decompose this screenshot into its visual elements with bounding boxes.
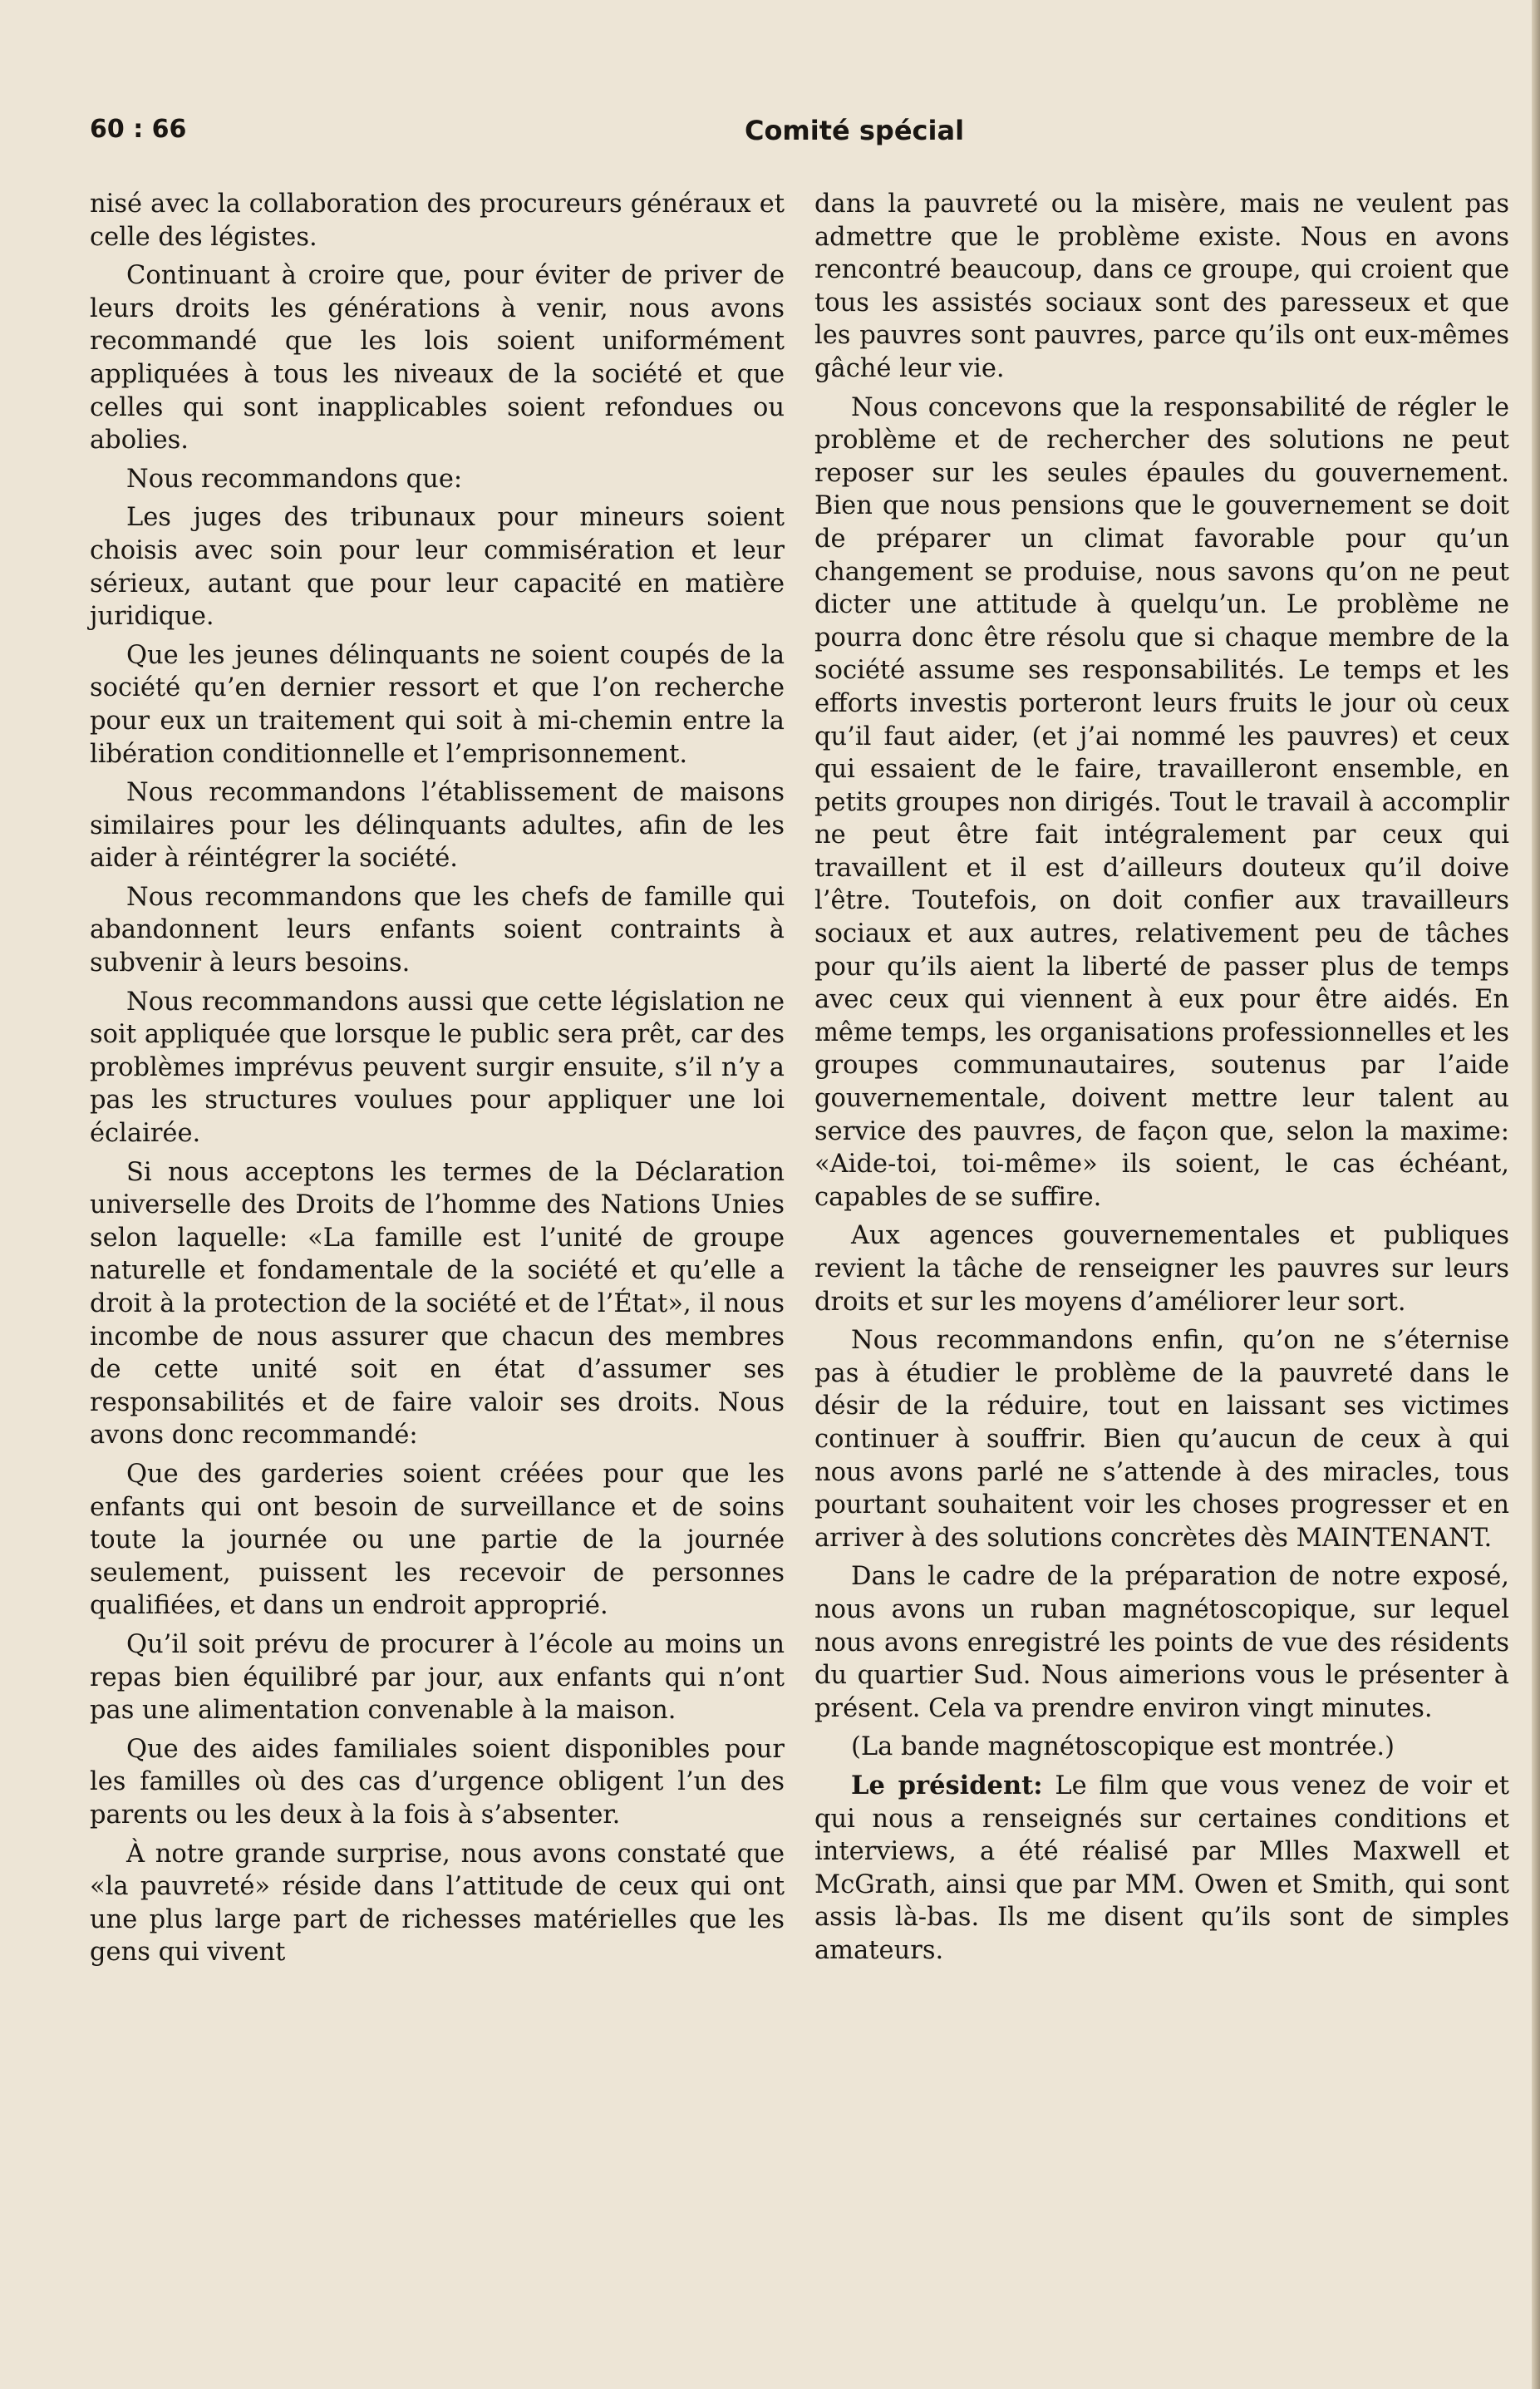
- right-column: [814, 188, 1509, 1973]
- paragraph: Que les jeunes délinquants ne soient coupés de la société qu’en dernier ressort et que l’on recherche pour eux un traitement qui soit à mi-chemin entre la libération conditionnelle et l’emprisonnement.: [90, 640, 785, 769]
- running-title: Comité spécial: [744, 115, 965, 146]
- paragraph: Que des aides familiales soient disponibles pour les familles où des cas d’urgence obligent l’un des parents ou les deux à la fois à s’absenter.: [90, 1734, 785, 1830]
- paragraph: Aux agences gouvernementales et publiques revient la tâche de renseigner les pauvres sur leurs droits et sur les moyens d’améliorer leur sort.: [814, 1221, 1509, 1317]
- paragraph: Si nous acceptons les termes de la Déclaration universelle des Droits de l’homme des Nations Unies selon laquelle: «La famille est l’unité de groupe naturelle et fondamentale de la société et qu’elle a droit à la protection de la société et de l’État», il nous incombe de nous assurer que chacun des membres de cette unité soit en état d’assumer ses responsabilités et de faire valoir ses droits. Nous avons donc recommandé:: [90, 1157, 785, 1451]
- paragraph: Continuant à croire que, pour éviter de priver de leurs droits les générations à venir, nous avons recommandé que les lois soient uniformément appliquées à tous les niveaux de la société et que celles qui sont inapplicables soient refondues ou abolies.: [90, 261, 785, 456]
- speaker-text: Le film que vous venez de voir et qui nous a renseignés sur certaines conditions et interviews, a été réalisé par Mlles Maxwell et McGrath, ainsi que par MM. Owen et Smith, qui sont assis là-bas. Ils me disent qu’ils sont de simples amateurs.: [814, 1771, 1510, 1965]
- paragraph: Que des garderies soient créées pour que les enfants qui ont besoin de surveillance et de soins toute la journée ou une partie de la journée seulement, puissent les recevoir de personnes qualifiées, et dans un endroit approprié.: [90, 1459, 785, 1621]
- speaker-paragraph: [814, 1770, 1509, 1968]
- page-number: 60 : 66: [90, 115, 187, 144]
- paragraph: Dans le cadre de la préparation de notre exposé, nous avons un ruban magnétoscopique, sur lequel nous avons enregistré les points de vue des résidents du quartier Sud. Nous aimerions vous le présenter à présent. Cela va prendre environ vingt minutes.: [814, 1562, 1509, 1723]
- paragraph: Qu’il soit prévu de procurer à l’école au moins un repas bien équilibré par jour, aux enfants qui n’ont pas une alimentation convenable à la maison.: [90, 1629, 785, 1726]
- paragraph: Nous concevons que la responsabilité de régler le problème et de rechercher des solutions ne peut reposer sur les seules épaules du gouvernement. Bien que nous pensions que le gouvernement se doit de préparer un climat favorable pour qu’un changement se produise, nous savons qu’on ne peut dicter une attitude à quelqu’un. Le problème ne pourra donc être résolu que si chaque membre de la société assume ses responsabilités. Le temps et les efforts investis porteront leurs fruits le jour où ceux qu’il faut aider, (et j’ai nommé les pauvres) et ceux qui essaient de le faire, travailleront ensemble, en petits groupes non dirigés. Tout le travail à accomplir ne peut être fait intégralement par ceux qui travaillent et il est d’ailleurs douteux qu’il doive l’être. Toutefois, on doit confier aux travailleurs sociaux et aux autres, relativement peu de tâches pour qu’ils aient la liberté de passer plus de temps avec ceux qui viennent à eux pour être aidés. En même temps, les organisations professionnelles et les groupes communautaires, soutenus par l’aide gouvernementale, doivent mettre leur talent au service des pauvres, de façon que, selon la maxime: «Aide-toi, toi-même» ils soient, le cas échéant, capables de se suffire.: [814, 392, 1509, 1212]
- page-header: [90, 115, 1503, 156]
- paragraph: nisé avec la collaboration des procureurs généraux et celle des légistes.: [90, 190, 785, 252]
- paragraph: Nous recommandons aussi que cette législation ne soit appliquée que lorsque le public sera prêt, car des problèmes imprévus peuvent surgir ensuite, s’il n’y a pas les structures voulues pour appliquer une loi éclairée.: [90, 987, 785, 1149]
- page-edge: [1532, 0, 1540, 2389]
- paragraph: Nous recommandons l’établissement de maisons similaires pour les délinquants adultes, afin de les aider à réintégrer la société.: [90, 778, 785, 874]
- paragraph: Nous recommandons que:: [126, 464, 463, 494]
- paragraph: dans la pauvreté ou la misère, mais ne veulent pas admettre que le problème existe. Nous en avons rencontré beaucoup, dans ce groupe, qui croient que tous les assistés sociaux sont des paresseux et que les pauvres sont pauvres, parce qu’ils ont eux-mêmes gâché leur vie.: [814, 190, 1509, 383]
- left-column: [90, 188, 785, 1975]
- paragraph: À notre grande surprise, nous avons constaté que «la pauvreté» réside dans l’attitude de ceux qui ont une plus large part de richesses matérielles que les gens qui vivent: [90, 1839, 785, 1968]
- paragraph: Nous recommandons enfin, qu’on ne s’éternise pas à étudier le problème de la pauvreté dans le désir de la réduire, tout en laissant ses victimes continuer à souffrir. Bien qu’aucun de ceux à qui nous avons parlé ne s’attende à des miracles, tous pourtant souhaitent voir les choses progresser et en arriver à des solutions concrètes dès MAINTENANT.: [814, 1326, 1509, 1553]
- paragraph: Nous recommandons que les chefs de famille qui abandonnent leurs enfants soient contraints à subvenir à leurs besoins.: [90, 882, 785, 978]
- paragraph: Les juges des tribunaux pour mineurs soient choisis avec soin pour leur commisération et leur sérieux, autant que pour leur capacité en matière juridique.: [90, 503, 785, 632]
- paragraph: (La bande magnétoscopique est montrée.): [851, 1732, 1395, 1762]
- speaker-name: Le président:: [851, 1770, 1043, 1800]
